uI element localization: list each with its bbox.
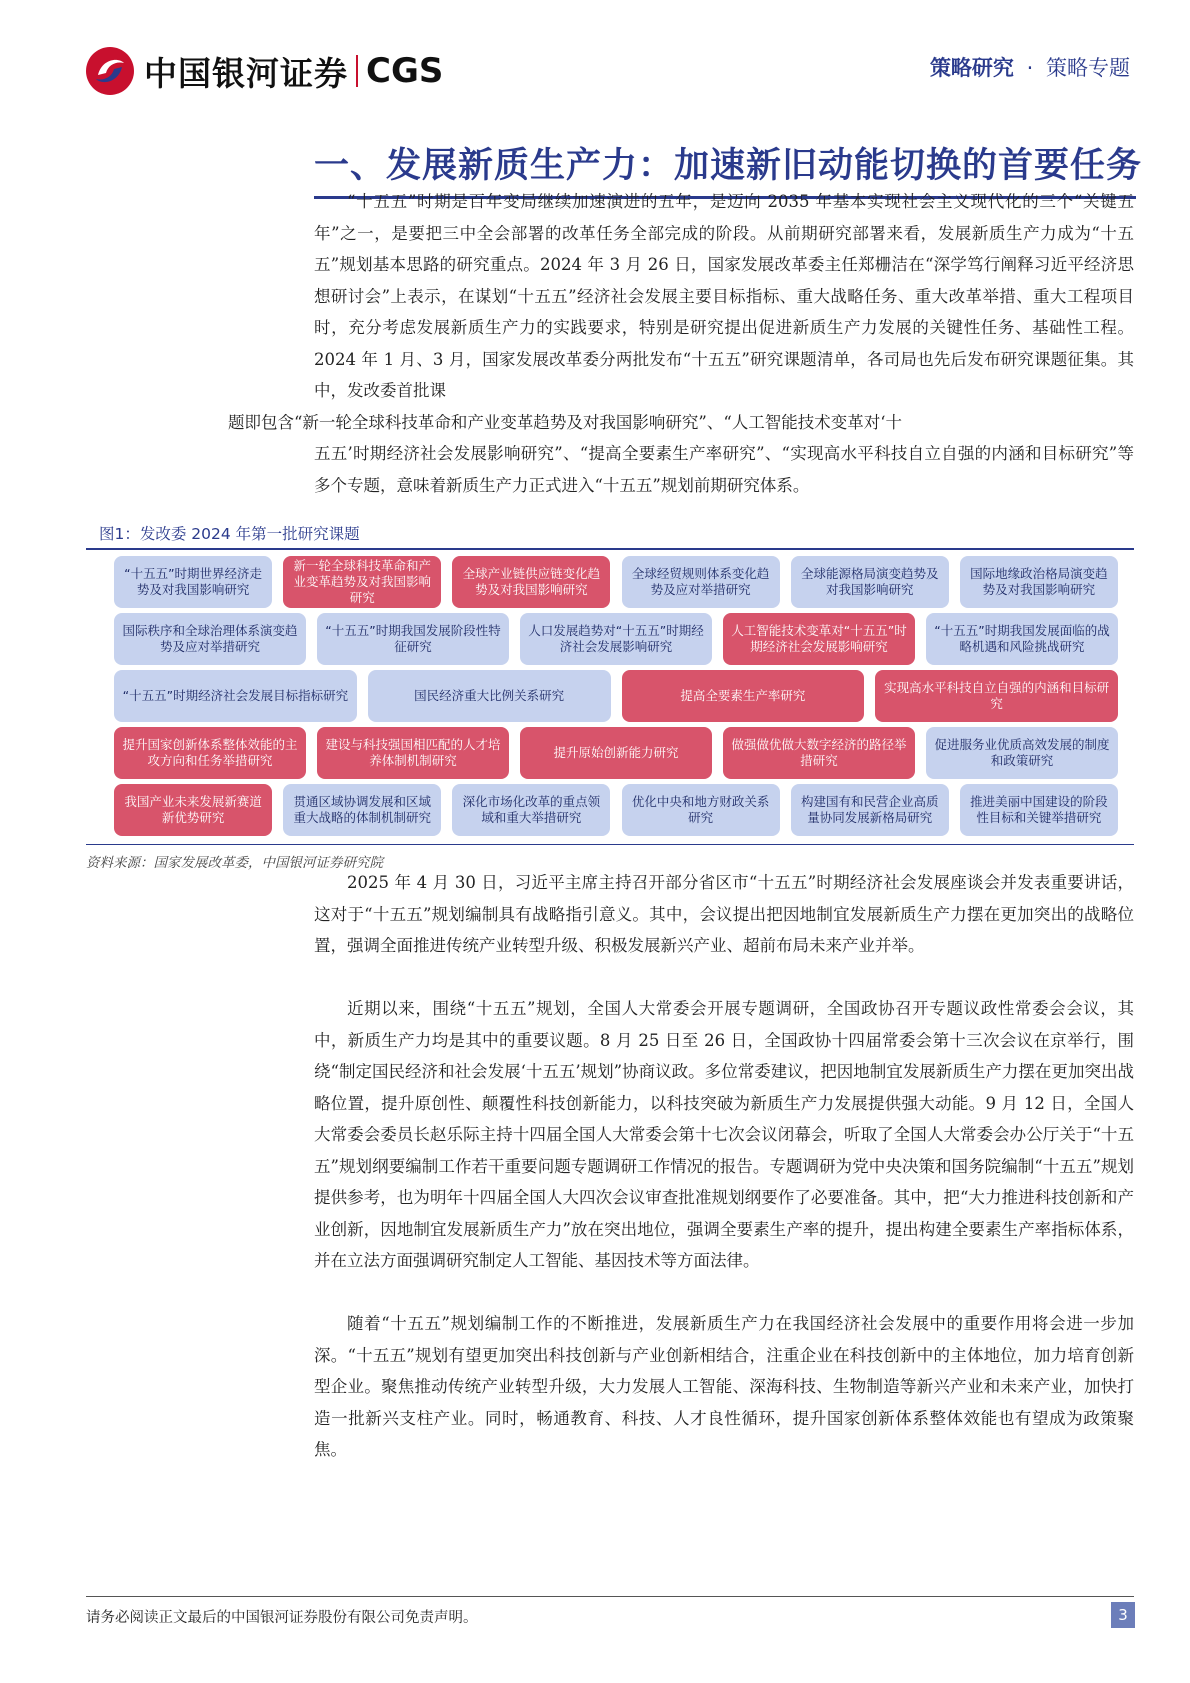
figure-bottom-rule <box>86 844 1134 845</box>
section-label <box>930 52 1130 82</box>
logo-cn-text: 中国银河证券 <box>144 53 348 93</box>
figure-top-rule <box>86 548 1134 550</box>
topic-box: “十五五”时期我国发展面临的战略机遇和风险挑战研究 <box>926 613 1118 665</box>
topic-box: 优化中央和地方财政关系研究 <box>622 784 780 836</box>
figure-caption: 图1：发改委 2024 年第一批研究课题 <box>99 525 360 543</box>
topic-box: 国民经济重大比例关系研究 <box>368 670 611 722</box>
topic-box: 人口发展趋势对“十五五”时期经济社会发展影响研究 <box>520 613 712 665</box>
topic-box: “十五五”时期世界经济走势及对我国影响研究 <box>114 556 272 608</box>
paragraph-1-end: 五五’时期经济社会发展影响研究”、“提高全要素生产率研究”、“实现高水平科技自立自强的内涵和目标研究”等多个专题，意味着新质生产力正式进入“十五五”规划前期研究体系。 <box>314 444 1134 495</box>
logo-en-text: CGS <box>366 51 444 91</box>
section-separator: · <box>1026 56 1034 80</box>
page-number: 3 <box>1111 1602 1135 1628</box>
topic-box: 构建国有和民营企业高质量协同发展新格局研究 <box>791 784 949 836</box>
footer-divider <box>86 1596 1134 1597</box>
logo-separator <box>356 55 358 87</box>
paragraph-1-continued: 题即包含“新一轮全球科技革命和产业变革趋势及对我国影响研究”、“人工智能技术变革对‘十 <box>228 413 903 432</box>
section-sub: 策略专题 <box>1046 56 1130 80</box>
topic-box: 实现高水平科技自立自强的内涵和目标研究 <box>875 670 1118 722</box>
footer-disclaimer: 请务必阅读正文最后的中国银河证券股份有限公司免责声明。 <box>86 1610 478 1626</box>
cgs-logo-icon <box>84 45 136 97</box>
topic-box: 国际地缘政治格局演变趋势及对我国影响研究 <box>960 556 1118 608</box>
topic-box: 建设与科技强国相匹配的人才培养体制机制研究 <box>317 727 509 779</box>
topic-box: 全球经贸规则体系变化趋势及应对举措研究 <box>622 556 780 608</box>
topic-box: “十五五”时期我国发展阶段性特征研究 <box>317 613 509 665</box>
page-header <box>0 0 1190 100</box>
topic-box: 提高全要素生产率研究 <box>622 670 865 722</box>
topic-box: 全球产业链供应链变化趋势及对我国影响研究 <box>452 556 610 608</box>
topic-box: 贯通区域协调发展和区域重大战略的体制机制研究 <box>283 784 441 836</box>
figure-source: 资料来源：国家发展改革委，中国银河证券研究院 <box>86 855 383 871</box>
topic-box: “十五五”时期经济社会发展目标指标研究 <box>114 670 357 722</box>
topic-box: 人工智能技术变革对“十五五”时期经济社会发展影响研究 <box>723 613 915 665</box>
paragraph-3: 近期以来，围绕“十五五”规划，全国人大常委会开展专题调研，全国政协召开专题议政性常委会会议，其中，新质生产力均是其中的重要议题。8 月 25 日至 26 日，全国政协十四届常委会第十三次会议在京举行，围绕“制定国民经济和社会发展‘十五五’规划”协商议政。多位常委建议，把因地制宜发展新质生产力摆在更加突出战略位置，提升原创性、颠覆性科技创新能力，以科技突破为新质生产力发展提供强大动能。9 月 12 日，全国人大常委会委员长赵乐际主持十四届全国人大常委会第十七次会议闭幕会，听取了全国人大常委会办公厅关于“十五五”规划纲要编制工作若干重要问题专题调研工作情况的报告。专题调研为党中央决策和国务院编制“十五五”规划提供参考，也为明年十四届全国人大四次会议审查批准规划纲要作了必要准备。其中，把“大力推进科技创新和产业创新，因地制宜发展新质生产力”放在突出地位，强调全要素生产率的提升，提出构建全要素生产率指标体系，并在立法方面强调研究制定人工智能、基因技术等方面法律。 <box>314 999 1134 1270</box>
section-main: 策略研究 <box>929 56 1014 80</box>
paragraph-1: “十五五”时期是百年变局继续加速演进的五年，是迈向 2035 年基本实现社会主义现代化的三个“关键五年”之一，是要把三中全会部署的改革任务全部完成的阶段。从前期研究部署来看，发展新质生产力成为“十五五”规划基本思路的研究重点。2024 年 3 月 26 日，国家发展改革委主任郑栅洁在“深学笃行阐释习近平经济思想研讨会”上表示，在谋划“十五五”经济社会发展主要目标指标、重大战略任务、重大改革举措、重大工程项目时，充分考虑发展新质生产力的实践要求，特别是研究提出促进新质生产力发展的关键性任务、基础性工程。2024 年 1 月、3 月，国家发展改革委分两批发布“十五五”研究课题清单，各司局也先后发布研究课题征集。其中，发改委首批课 <box>314 192 1134 400</box>
topic-box: 提升原始创新能力研究 <box>520 727 712 779</box>
topic-box: 提升国家创新体系整体效能的主攻方向和任务举措研究 <box>114 727 306 779</box>
paragraph-2: 2025 年 4 月 30 日，习近平主席主持召开部分省区市“十五五”时期经济社会发展座谈会并发表重要讲话，这对于“十五五”规划编制具有战略指引意义。其中，会议提出把因地制宜发展新质生产力摆在更加突出的战略位置，强调全面推进传统产业转型升级、积极发展新兴产业、超前布局未来产业并举。 <box>314 873 1134 955</box>
topic-box: 全球能源格局演变趋势及对我国影响研究 <box>791 556 949 608</box>
page-title: 一、发展新质生产力：加速新旧动能切换的首要任务 <box>314 146 1143 186</box>
topic-box: 推进美丽中国建设的阶段性目标和关键举措研究 <box>960 784 1118 836</box>
paragraph-4: 随着“十五五”规划编制工作的不断推进，发展新质生产力在我国经济社会发展中的重要作用将会进一步加深。“十五五”规划有望更加突出科技创新与产业创新相结合，注重企业在科技创新中的主体地位，加力培育创新型企业。聚焦推动传统产业转型升级，大力发展人工智能、深海科技、生物制造等新兴产业和未来产业，加快打造一批新兴支柱产业。同时，畅通教育、科技、人才良性循环，提升国家创新体系整体效能也有望成为政策聚焦。 <box>314 1314 1134 1459</box>
topic-box: 国际秩序和全球治理体系演变趋势及应对举措研究 <box>114 613 306 665</box>
topic-box: 我国产业未来发展新赛道新优势研究 <box>114 784 272 836</box>
topic-box: 新一轮全球科技革命和产业变革趋势及对我国影响研究 <box>283 556 441 608</box>
topic-box: 深化市场化改革的重点领域和重大举措研究 <box>452 784 610 836</box>
topic-box: 做强做优做大数字经济的路径举措研究 <box>723 727 915 779</box>
topic-box: 促进服务业优质高效发展的制度和政策研究 <box>926 727 1118 779</box>
cgs-logo <box>84 46 443 96</box>
